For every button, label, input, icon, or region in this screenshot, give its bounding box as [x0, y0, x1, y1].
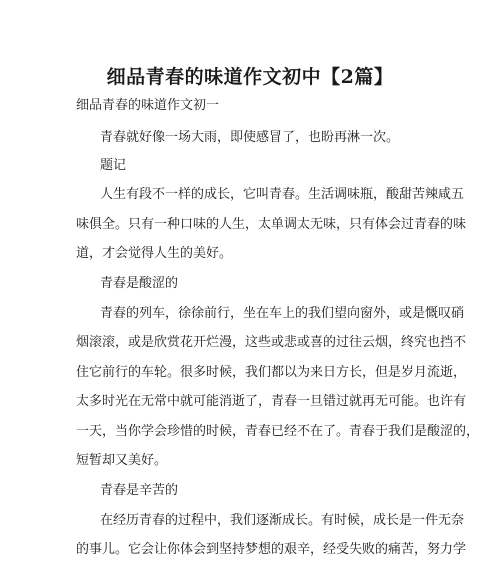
- paragraph-line: 住它前行的车轮。很多时候，我们都以为来日方长，但是岁月流逝，: [76, 365, 467, 380]
- paragraph-line: 青春就好像一场大雨，即使感冒了，也盼再淋一次。: [100, 130, 400, 145]
- paragraph-line: 题记: [100, 158, 127, 173]
- document-subtitle: 细品青春的味道作文初一: [76, 98, 220, 113]
- paragraph-line: 烟滚滚，或是欣赏花开烂漫，这些或悲或喜的过往云烟，终究也挡不: [76, 335, 467, 350]
- paragraph-line: 短暂却又美好。: [76, 453, 168, 468]
- document-title: 细品青春的味道作文初中【2篇】: [106, 66, 394, 88]
- paragraph-line: 一天，当你学会珍惜的时候，青春已经不在了。青春于我们是酸涩的，: [76, 424, 480, 439]
- paragraph-line: 道，才会觉得人生的美好。: [76, 246, 233, 261]
- paragraph-line: 太多时光在无常中就可能消逝了，青春一旦错过就再无可能。也许有: [76, 394, 467, 409]
- paragraph-line: 青春的列车，徐徐前行，坐在车上的我们望向窗外，或是慨叹硝: [100, 306, 465, 321]
- paragraph-line: 味俱全。只有一种口味的人生，太单调太无味，只有体会过青春的味: [76, 217, 467, 232]
- paragraph-line: 在经历青春的过程中，我们逐渐成长。有时候，成长是一件无奈: [100, 513, 465, 528]
- paragraph-line: 的事儿。它会让你体会到坚持梦想的艰辛，经受失败的痛苦，努力学: [76, 542, 467, 557]
- section-heading: 青春是酸涩的: [100, 276, 179, 291]
- section-heading: 青春是辛苦的: [100, 483, 179, 498]
- paragraph-line: 人生有段不一样的成长，它叫青春。生活调味瓶，酸甜苦辣咸五: [100, 187, 465, 202]
